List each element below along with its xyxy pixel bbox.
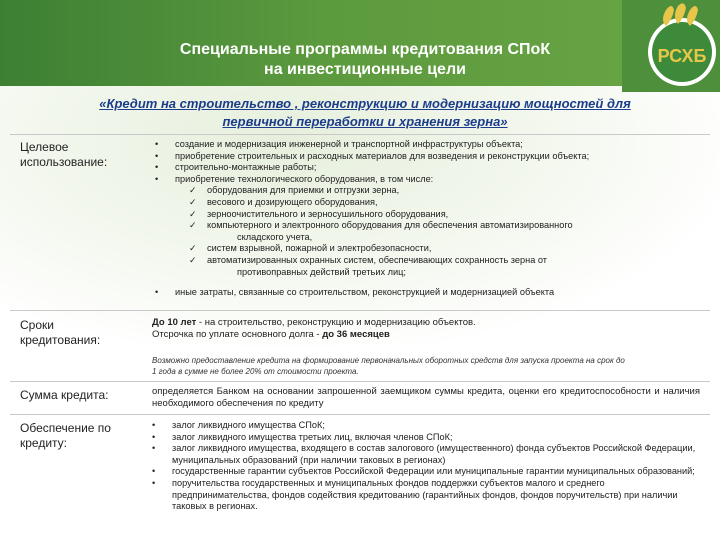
sub-list-item-continuation: [155, 267, 700, 279]
terms-line-2-prefix: Отсрочка по уплате основного долга -: [152, 329, 323, 340]
title-line-2: на инвестиционные цели: [264, 61, 466, 78]
subtitle-line-1: «Кредит на строительство , реконструкцию и модернизацию мощностей для: [99, 96, 631, 111]
list-item-text: иные затраты, связанные со строительством, реконструкцией и модернизацией объекта: [175, 287, 555, 298]
terms-max-term: До 10 лет: [152, 317, 197, 328]
terms-deferral: до 36 месяцев: [322, 329, 390, 340]
divider: [10, 310, 710, 311]
bullet-icon: •: [155, 162, 159, 173]
sub-item-text: компьютерного и электронного оборудования для обеспечения автоматизированного: [207, 220, 573, 231]
bullet-icon: •: [152, 477, 156, 488]
bullet-icon: •: [155, 150, 159, 161]
sub-item-text: противоправных действий третьих лиц;: [237, 266, 406, 277]
sub-list-item: [155, 243, 700, 255]
list-item-text: строительно-монтажные работы;: [175, 162, 317, 173]
terms-label-line-2: кредитования:: [20, 333, 101, 347]
sub-item-text: оборудования для приемки и отгрузки зерна,: [207, 185, 400, 196]
list-item-text: создание и модернизация инженерной и транспортной инфраструктуры объекта;: [175, 139, 523, 149]
terms-note: [152, 355, 700, 377]
list-item-text: приобретение технологического оборудования, в том числе:: [175, 173, 434, 184]
list-item: [155, 139, 700, 151]
check-icon: ✓: [189, 208, 197, 219]
list-item: [155, 151, 700, 163]
amount-label: Сумма кредита:: [20, 388, 109, 402]
list-item-text: залог ликвидного имущества третьих лиц, включая членов СПоК;: [172, 431, 453, 442]
sub-item-text: зерноочистительного и зерносушильного оборудования,: [207, 208, 449, 219]
list-item: [152, 443, 700, 466]
sub-item-text: складского учета,: [237, 231, 313, 242]
purpose-list: [155, 139, 700, 299]
list-item: [152, 420, 700, 432]
list-item: [152, 466, 700, 478]
sub-list-item: [155, 185, 700, 197]
terms-line-2: [152, 329, 700, 341]
list-item: [155, 287, 700, 299]
sub-item-text: автоматизированных охранных систем, обеспечивающих сохранность зерна от: [207, 254, 547, 265]
divider: [10, 381, 710, 382]
sub-list-item: [155, 209, 700, 221]
divider: [10, 414, 710, 415]
security-label: [20, 421, 140, 451]
page-title: [110, 40, 620, 80]
list-item: [152, 478, 700, 513]
terms-line-1-rest: - на строительство, реконструкцию и модернизацию объектов.: [196, 317, 476, 328]
divider: [10, 134, 710, 135]
sub-item-text: весового и дозирующего оборудования,: [207, 196, 378, 207]
purpose-label: [20, 140, 140, 170]
sub-list-item: [155, 255, 700, 267]
check-icon: ✓: [189, 243, 197, 254]
bullet-icon: •: [155, 139, 159, 149]
amount-text: определяется Банком на основании запрошенной заемщиком суммы кредита, оценки его кредитоспособности и наличия необходимого обеспечения по кредиту: [152, 386, 700, 409]
check-icon: ✓: [189, 196, 197, 207]
security-list: [152, 420, 700, 513]
list-item: [155, 162, 700, 174]
terms-note-line-1: Возможно предоставление кредита на формирование первоначальных оборотных средств для запуска проекта на срок до: [152, 356, 625, 365]
svg-text:РСХБ: РСХБ: [657, 46, 707, 66]
terms-label: [20, 318, 140, 348]
security-label-line-2: кредиту:: [20, 436, 68, 450]
list-item: [152, 432, 700, 444]
program-subtitle: [30, 95, 700, 131]
list-item-text: государственные гарантии субъектов Российской Федерации или муниципальные гарантии муниципальных образований;: [172, 466, 695, 477]
terms-text: [152, 317, 700, 341]
list-item: [155, 174, 700, 186]
title-line-1: Специальные программы кредитования СПоК: [179, 41, 551, 58]
purpose-label-line-1: Целевое: [20, 140, 69, 154]
sub-list-item: [155, 197, 700, 209]
bank-logo: [622, 0, 720, 92]
sub-item-text: систем взрывной, пожарной и электробезопасности,: [207, 243, 432, 254]
purpose-label-line-2: использование:: [20, 155, 108, 169]
check-icon: ✓: [189, 254, 197, 265]
list-item-text: залог ликвидного имущества, входящего в состав залогового (имущественного) фонда субъектов Российской Федерации, муниципальных образований (при наличии таковых в регионах): [172, 443, 696, 465]
bullet-icon: •: [155, 287, 159, 298]
bullet-icon: •: [152, 431, 156, 442]
list-item-text: залог ликвидного имущества СПоК;: [172, 420, 325, 430]
check-icon: ✓: [189, 220, 197, 231]
security-label-line-1: Обеспечение по: [20, 421, 111, 435]
bullet-icon: •: [152, 466, 156, 477]
terms-line-1: [152, 317, 700, 329]
list-item-text: приобретение строительных и расходных материалов для возведения и реконструкции объекта;: [175, 150, 590, 161]
bullet-icon: •: [152, 443, 156, 454]
sub-list-item: [155, 220, 700, 232]
list-item-text: поручительства государственных и муниципальных фондов поддержки субъектов малого и среднего предпринимательства, фондов содействия кредитованию (гарантийных фондов, фондов поручительств) при наличии таковых в регионах.: [172, 477, 678, 512]
terms-label-line-1: Сроки: [20, 318, 54, 332]
bullet-icon: •: [152, 420, 156, 430]
subtitle-line-2: первичной переработки и хранения зерна»: [222, 114, 508, 129]
terms-note-line-2: 1 года в сумме не более 20% от стоимости проекта.: [152, 367, 359, 376]
sub-list-item-continuation: [155, 232, 700, 244]
check-icon: ✓: [189, 185, 197, 196]
bullet-icon: •: [155, 173, 159, 184]
